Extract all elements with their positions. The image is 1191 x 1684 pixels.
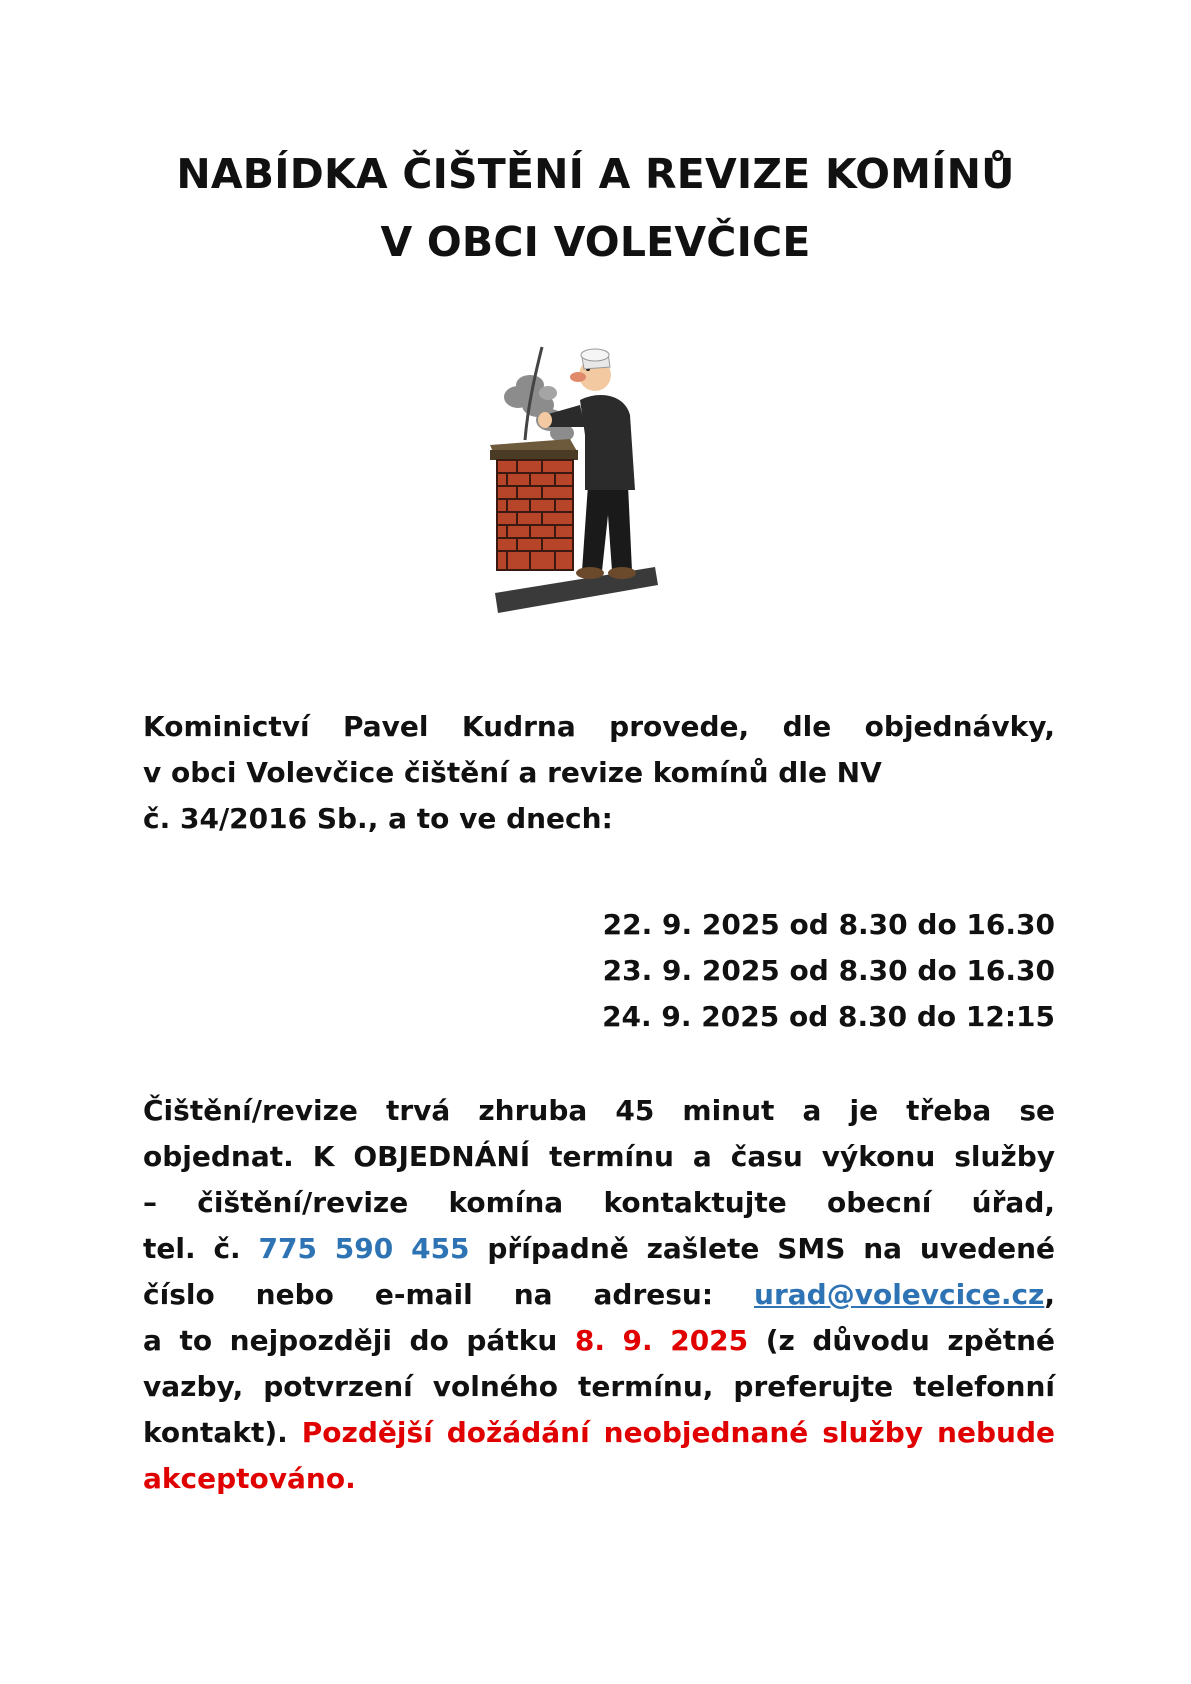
- page-subtitle: V OBCI VOLEVČICE: [380, 218, 811, 266]
- order-paragraph: [143, 1088, 1055, 1502]
- schedule-item: 23. 9. 2025 od 8.30 do 16.30: [602, 954, 1055, 987]
- order-line: [143, 1410, 1055, 1456]
- email-link[interactable]: urad@volevcice.cz: [754, 1278, 1045, 1311]
- intro-paragraph: [143, 704, 1055, 842]
- intro-line: Kominictví Pavel Kudrna provede, dle objednávky,: [143, 710, 1055, 743]
- schedule-item: 22. 9. 2025 od 8.30 do 16.30: [602, 908, 1055, 941]
- order-text: tel. č.: [143, 1232, 241, 1265]
- order-line: – čištění/revize komína kontaktujte obecní úřad,: [143, 1186, 1055, 1219]
- phone-number[interactable]: 775 590 455: [258, 1232, 470, 1265]
- order-line: Čištění/revize trvá zhruba 45 minut a je třeba se: [143, 1094, 1055, 1127]
- order-text: číslo nebo e-mail na adresu:: [143, 1278, 714, 1311]
- order-line: [143, 1318, 1055, 1364]
- order-text: kontakt).: [143, 1416, 288, 1449]
- order-line: objednat. K OBJEDNÁNÍ termínu a času výkonu služby: [143, 1140, 1055, 1173]
- chimney-sweep-icon: [490, 345, 700, 635]
- page-title: NABÍDKA ČIŠTĚNÍ A REVIZE KOMÍNŮ: [176, 150, 1015, 198]
- warning-text: akceptováno.: [143, 1462, 356, 1495]
- schedule-list: [143, 902, 1055, 1040]
- intro-line: č. 34/2016 Sb., a to ve dnech:: [143, 802, 613, 835]
- order-line: vazby, potvrzení volného termínu, preferujte telefonní: [143, 1370, 1055, 1403]
- email-group: [754, 1278, 1055, 1311]
- order-text: ,: [1044, 1278, 1055, 1311]
- chimney-icon: [497, 460, 573, 570]
- order-text: případně zašlete SMS na uvedené: [487, 1232, 1056, 1265]
- deadline-date: 8. 9. 2025: [574, 1324, 749, 1357]
- smoke-icon: [504, 375, 574, 442]
- warning-text: Pozdější dožádání neobjednané služby nebude: [301, 1416, 1055, 1449]
- schedule-item: 24. 9. 2025 od 8.30 do 12:15: [602, 1000, 1055, 1033]
- order-line: [143, 1226, 1055, 1272]
- order-text: a to nejpozději do pátku: [143, 1324, 558, 1357]
- order-line: [143, 1272, 1055, 1318]
- order-text: (z důvodu zpětné: [765, 1324, 1056, 1357]
- intro-line: v obci Volevčice čištění a revize komínů dle NV: [143, 756, 882, 789]
